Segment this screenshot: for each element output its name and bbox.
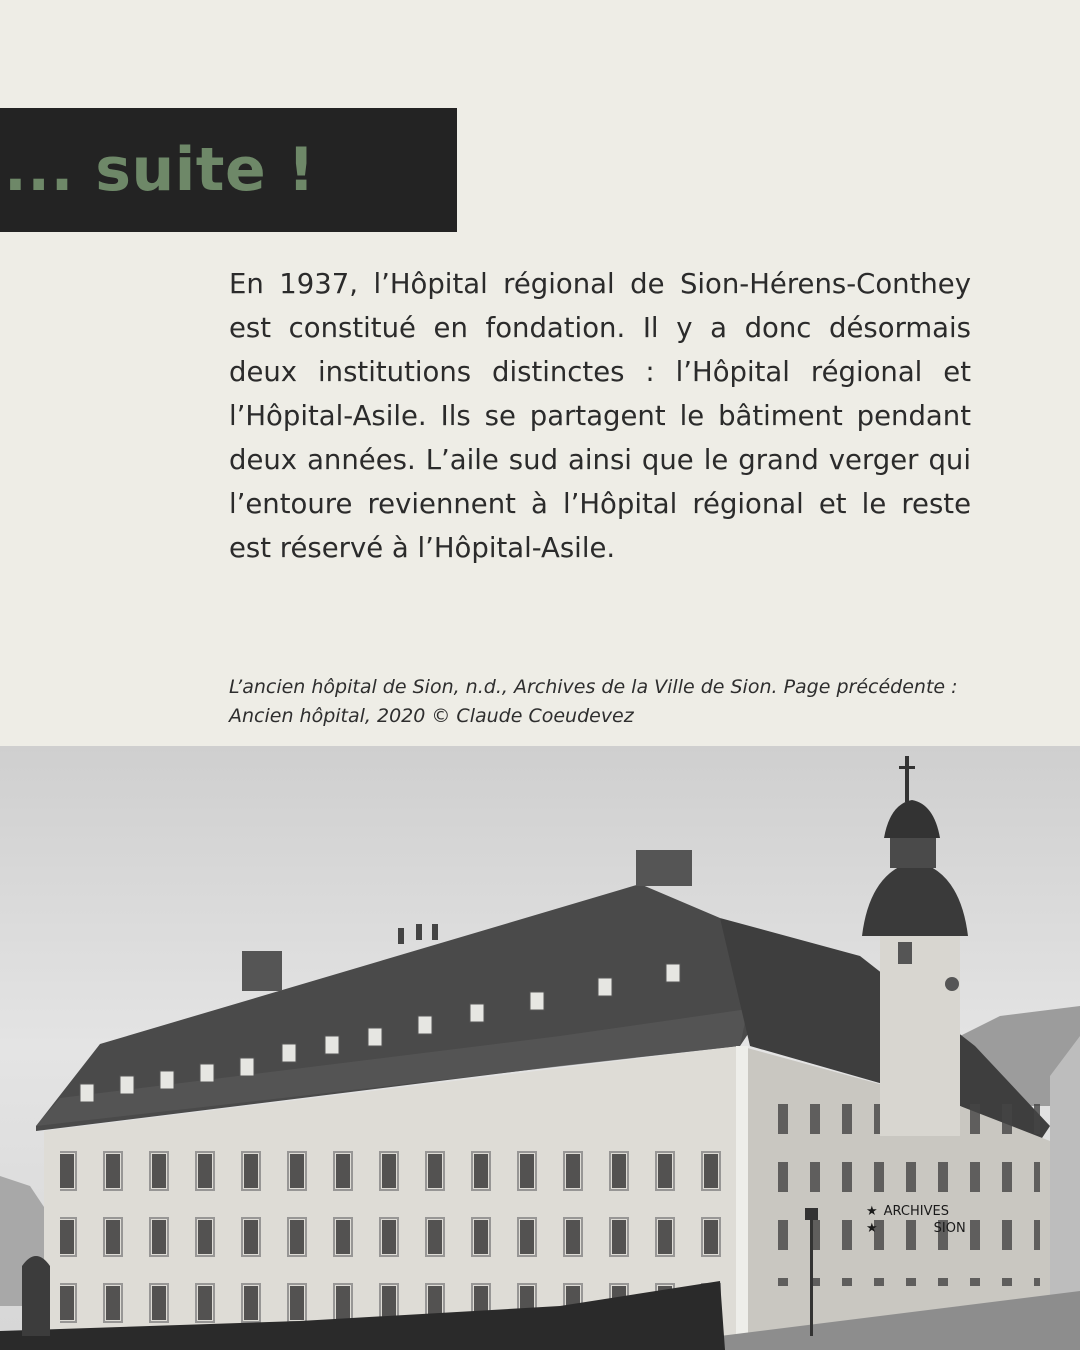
historic-hospital-photo <box>0 746 1080 1350</box>
caption-line-2: Ancien hôpital, 2020 © Claude Coeudevez <box>229 705 634 727</box>
stamp-bottom-text: SION <box>933 1221 966 1236</box>
caption-line-1: L’ancien hôpital de Sion, n.d., Archives de la Ville de Sion. Page précédente : <box>229 676 958 698</box>
star-icon: ★ <box>866 1221 878 1236</box>
stamp-top-text: ARCHIVES <box>883 1204 949 1219</box>
title-band <box>0 108 457 232</box>
page-title: ... suite ! <box>4 135 316 205</box>
photo-caption <box>229 673 989 731</box>
body-paragraph: En 1937, l’Hôpital régional de Sion-Hérens-Conthey est constitué en fondation. Il y a donc désormais deux institutions distinctes : l’Hôpital régional et l’Hôpital-Asile. Ils se partagent le bâtiment pendant deux années. L’aile sud ainsi que le grand verger qui l’entoure reviennent à l’Hôpital régional et le reste est réservé à l’Hôpital-Asile. <box>229 268 971 564</box>
archives-stamp <box>866 1203 966 1237</box>
star-icon: ★ <box>866 1204 878 1219</box>
